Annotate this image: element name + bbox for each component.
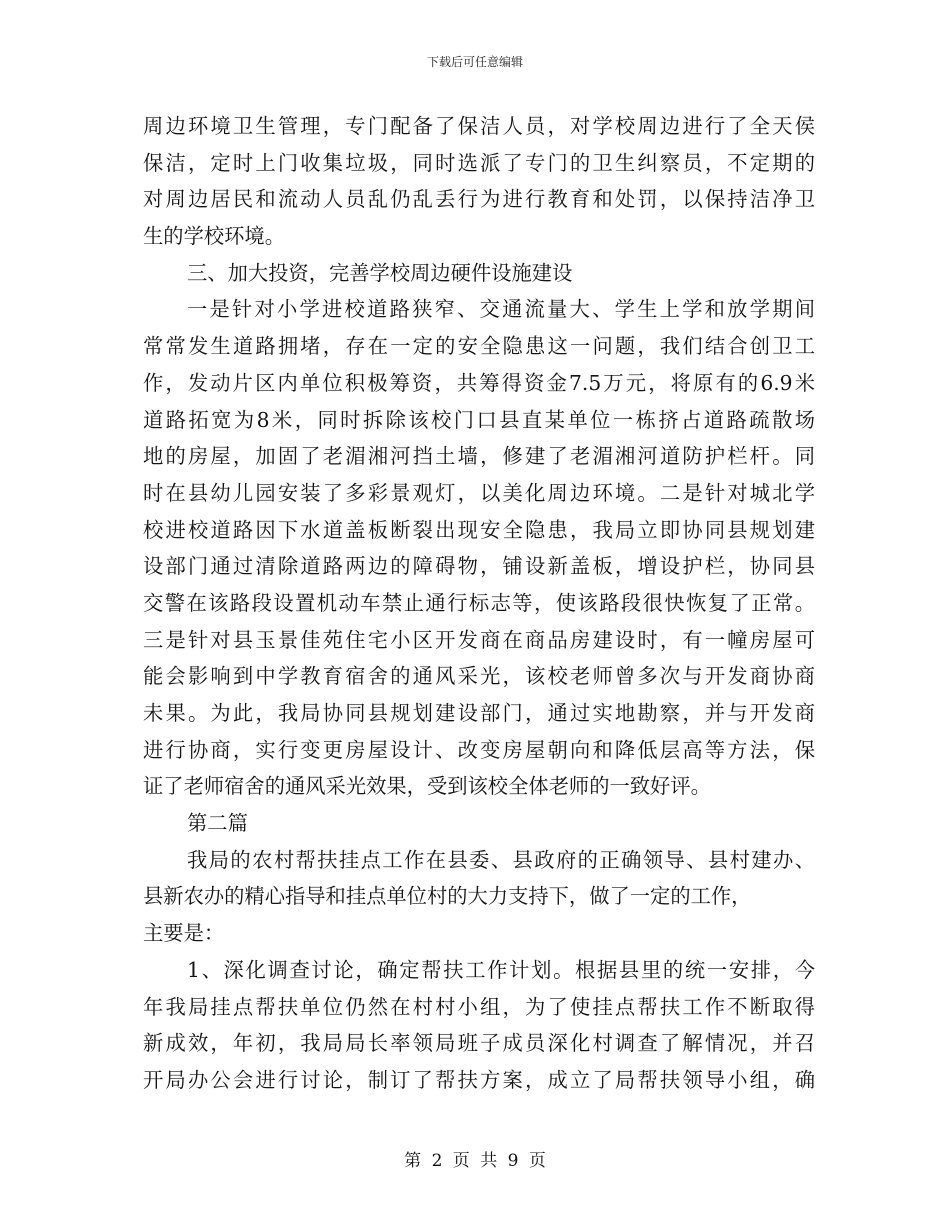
- text-line: 校进校道路因下水道盖板断裂出现安全隐患，我局立即协同县规划建: [143, 517, 815, 542]
- text-line: 时在县幼儿园安装了多彩景观灯，以美化周边环境。二是针对城北学: [143, 480, 815, 505]
- text-line: 生的学校环境。: [143, 224, 285, 249]
- text-line: 能会影响到中学教育宿舍的通风采光，该校老师曾多次与开发商协商: [143, 664, 815, 689]
- text-line: 保洁，定时上门收集垃圾，同时选派了专门的卫生纠察员，不定期的: [143, 150, 815, 175]
- text-line: 地的房屋，加固了老湄湘河挡土墙，修建了老湄湘河道防护栏杆。同: [143, 444, 815, 469]
- text-line: 道路拓宽为8米，同时拆除该校门口县直某单位一栋挤占道路疏散场: [143, 407, 815, 432]
- text-line: 一是针对小学进校道路狭窄、交通流量大、学生上学和放学期间: [187, 297, 815, 322]
- text-line: 我局的农村帮扶挂点工作在县委、县政府的正确领导、县村建办、: [187, 847, 815, 872]
- text-line: 县新农办的精心指导和挂点单位村的大力支持下，做了一定的工作，: [143, 884, 752, 909]
- page-header-note: 下载后可任意编辑: [426, 55, 523, 69]
- text-line: 证了老师宿舍的通风采光效果，受到该校全体老师的一致好评。: [143, 774, 711, 799]
- page-number: 第 2 页 共 9 页: [404, 1151, 546, 1171]
- text-line: 1、深化调查讨论，确定帮扶工作计划。根据县里的统一安排，今: [187, 957, 815, 982]
- text-line: 作，发动片区内单位积极筹资，共筹得资金7.5万元，将原有的6.9米: [143, 370, 815, 395]
- text-line: 常常发生道路拥堵，存在一定的安全隐患这一问题，我们结合创卫工: [143, 334, 815, 359]
- text-line: 未果。为此，我局协同县规划建设部门，通过实地勘察，并与开发商: [143, 701, 815, 725]
- document-body: [143, 108, 815, 1099]
- text-line: 开局办公会进行讨论，制订了帮扶方案，成立了局帮扶领导小组，确: [143, 1067, 815, 1092]
- text-line: 周边环境卫生管理，专门配备了保洁人员，对学校周边进行了全天侯: [143, 114, 815, 138]
- text-line: 设部门通过清除道路两边的障碍物，铺设新盖板，增设护栏，协同县: [143, 554, 815, 579]
- text-line: 进行协商，实行变更房屋设计、改变房屋朝向和降低层高等方法，保: [143, 737, 815, 762]
- text-line: 对周边居民和流动人员乱仍乱丢行为进行教育和处罚，以保持洁净卫: [143, 187, 815, 212]
- text-line: 新成效，年初，我局局长率领局班子成员深化村调查了解情况，并召: [143, 1031, 815, 1056]
- part-heading: 第二篇: [187, 811, 248, 836]
- text-line: 主要是：: [143, 921, 225, 946]
- section-heading: 三、加大投资，完善学校周边硬件设施建设: [187, 260, 573, 285]
- text-line: 年我局挂点帮扶单位仍然在村村小组，为了使挂点帮扶工作不断取得: [143, 994, 815, 1019]
- text-line: 三是针对县玉景佳苑住宅小区开发商在商品房建设时，有一幢房屋可: [143, 627, 815, 652]
- text-line: 交警在该路段设置机动车禁止通行标志等，使该路段很快恢复了正常。: [143, 590, 815, 615]
